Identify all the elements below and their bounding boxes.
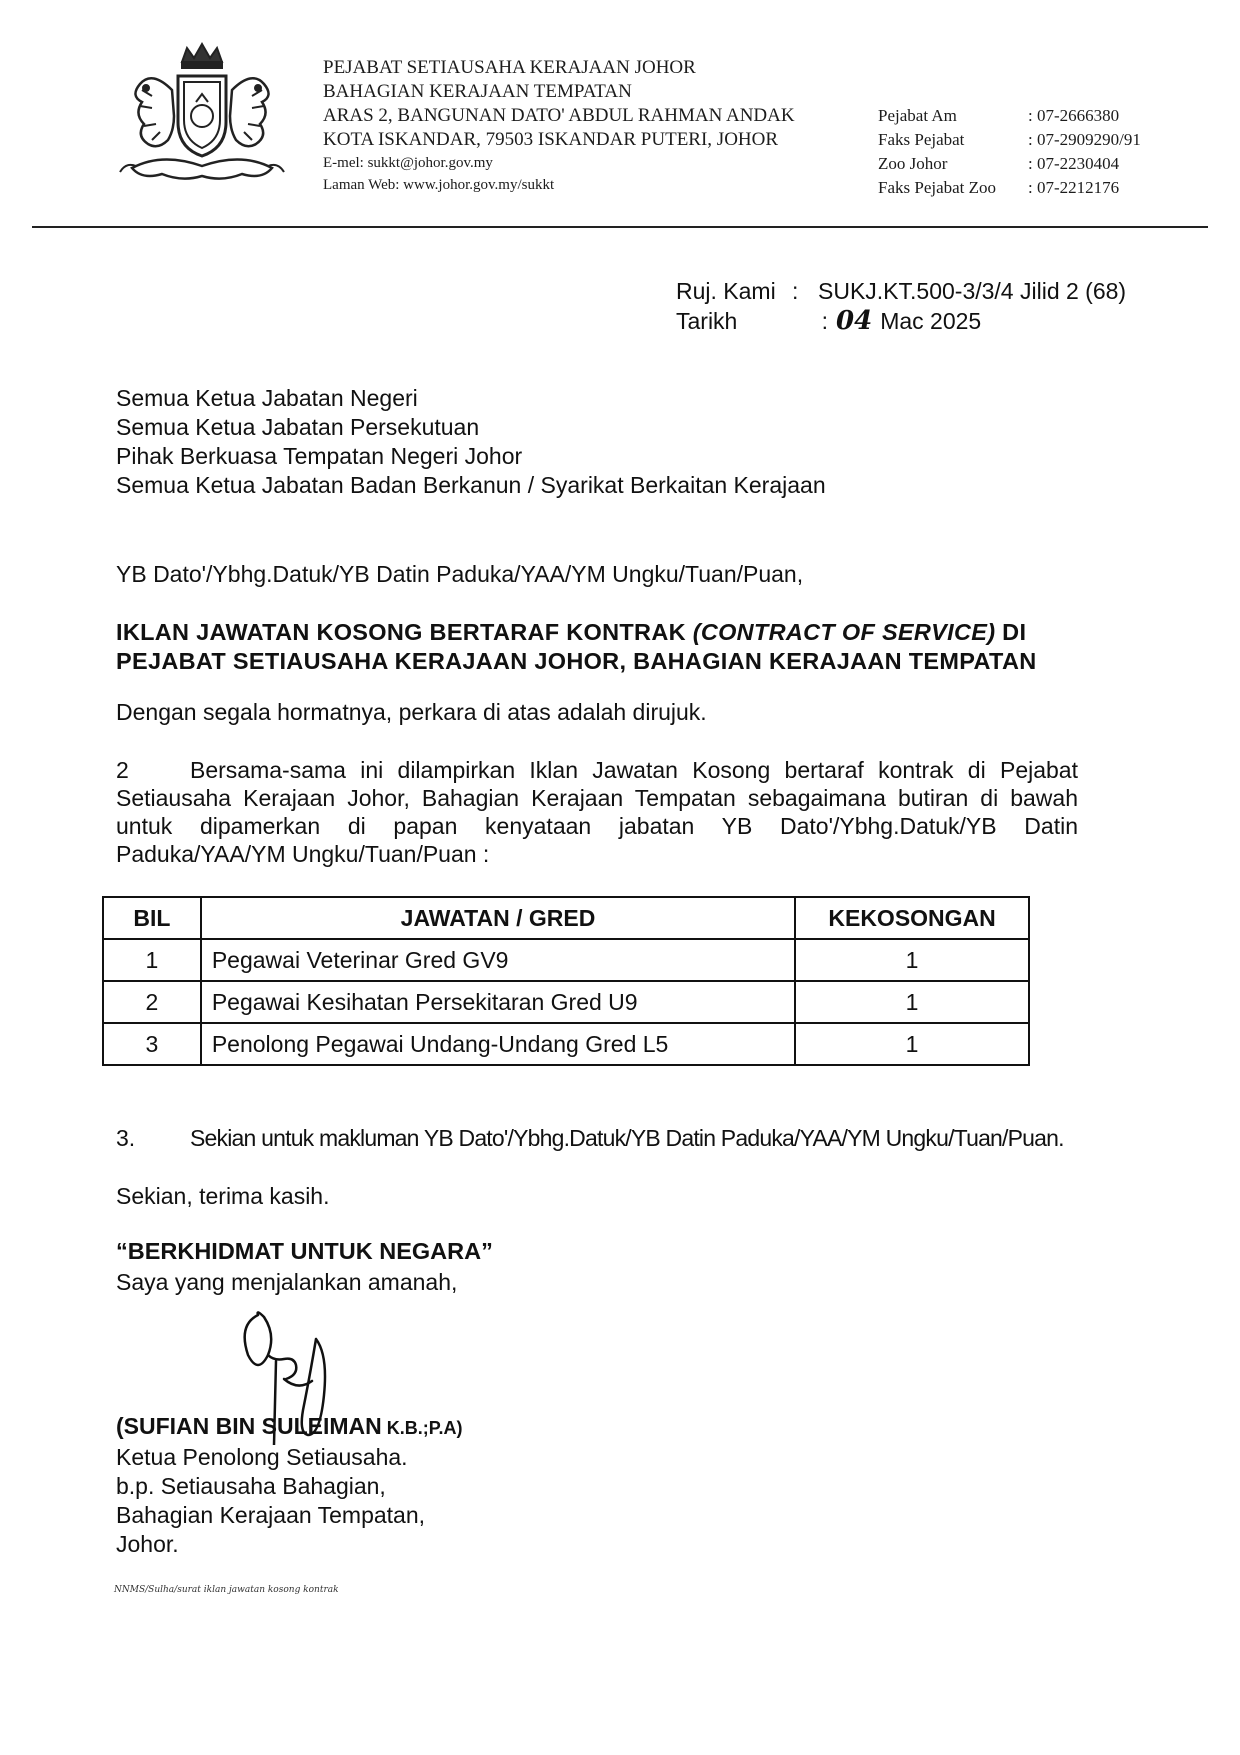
date-label: Tarikh <box>676 308 738 334</box>
paragraph-number: 2 <box>116 757 129 783</box>
amanah-line: Saya yang menjalankan amanah, <box>116 1269 458 1295</box>
salutation: YB Dato'/Ybhg.Datuk/YB Datin Paduka/YAA/YM Ungku/Tuan/Puan, <box>116 561 804 587</box>
signer-postnominal: K.B.;P.A) <box>381 1418 463 1438</box>
cell-kekosongan: 1 <box>795 1023 1029 1065</box>
recipient-line: Semua Ketua Jabatan Negeri <box>116 385 418 411</box>
date-month-year: Mac 2025 <box>880 308 982 334</box>
subject-part1: IKLAN JAWATAN KOSONG BERTARAF KONTRAK <box>116 619 693 645</box>
ruj-value: SUKJ.KT.500-3/3/4 Jilid 2 (68) <box>818 278 1127 304</box>
address-line: BAHAGIAN KERAJAAN TEMPATAN <box>323 81 632 102</box>
recipient-line: Pihak Berkuasa Tempatan Negeri Johor <box>116 443 523 469</box>
paragraph-2 <box>116 756 1078 868</box>
recipient-line: Semua Ketua Jabatan Persekutuan <box>116 414 480 440</box>
cell-kekosongan: 1 <box>795 981 1029 1023</box>
recipients-block <box>116 384 826 500</box>
contact-row <box>878 176 1178 200</box>
date-day-handwritten: 04 <box>836 306 873 336</box>
paragraph-text: Bersama-sama ini dilampirkan Iklan Jawatan Kosong bertaraf kontrak di Pejabat Setiausaha Kerajaan Johor, Bahagian Kerajaan Tempatan sebagaimana butiran di bawah untuk dipamerkan di papan kenyataan jabatan YB Dato'/Ybhg.Datuk/YB Datin Paduka/YAA/YM Ungku/Tuan/Puan : <box>116 757 1078 867</box>
paragraph-text: Sekian untuk makluman YB Dato'/Ybhg.Datuk/YB Datin Paduka/YAA/YM Ungku/Tuan/Puan. <box>190 1125 1064 1151</box>
cell-bil: 1 <box>103 939 201 981</box>
signer-name: (SUFIAN BIN SULEIMAN <box>116 1413 382 1439</box>
header-bil: BIL <box>103 897 201 939</box>
paragraph-1: Dengan segala hormatnya, perkara di atas adalah dirujuk. <box>116 699 707 725</box>
signer-title-line: b.p. Setiausaha Bahagian, <box>116 1473 386 1499</box>
colon: : <box>792 278 799 304</box>
johor-crest-logo <box>112 40 292 190</box>
contact-row <box>878 152 1178 176</box>
table-header-row <box>103 897 1029 939</box>
contact-value: : 07-2230404 <box>1028 154 1120 173</box>
email-text: E-mel: sukkt@johor.gov.my <box>323 155 493 171</box>
reference-block <box>676 276 1126 336</box>
website-text: Laman Web: www.johor.gov.my/sukkt <box>323 177 555 193</box>
cell-bil: 2 <box>103 981 201 1023</box>
letter-subject <box>116 618 1084 676</box>
cell-bil: 3 <box>103 1023 201 1065</box>
footer-file-reference: NNMS/Sulha/surat iklan jawatan kosong kontrak <box>114 1585 339 1595</box>
contact-row <box>878 128 1178 152</box>
header-kekosongan: KEKOSONGAN <box>795 897 1029 939</box>
signer-title-line: Ketua Penolong Setiausaha. <box>116 1444 408 1470</box>
header-jawatan: JAWATAN / GRED <box>201 897 795 939</box>
address-line: PEJABAT SETIAUSAHA KERAJAAN JOHOR <box>323 57 696 78</box>
contact-value: : 07-2666380 <box>1028 106 1120 125</box>
contact-value: : 07-2212176 <box>1028 178 1120 197</box>
cell-jawatan: Pegawai Veterinar Gred GV9 <box>201 939 795 981</box>
contact-label: Zoo Johor <box>878 154 948 173</box>
table-row <box>103 1023 1029 1065</box>
paragraph-3 <box>116 1124 1064 1153</box>
closing-line: Sekian, terima kasih. <box>116 1183 330 1209</box>
table-row <box>103 981 1029 1023</box>
contact-label: Faks Pejabat Zoo <box>878 178 997 197</box>
letterhead-divider <box>32 226 1208 228</box>
contact-label: Faks Pejabat <box>878 130 965 149</box>
vacancy-table <box>102 896 1030 1066</box>
contact-label: Pejabat Am <box>878 106 957 125</box>
contact-row <box>878 104 1178 128</box>
subject-italic: (CONTRACT OF SERVICE) <box>692 619 996 645</box>
cell-kekosongan: 1 <box>795 939 1029 981</box>
recipient-line: Semua Ketua Jabatan Badan Berkanun / Syarikat Berkaitan Kerajaan <box>116 472 826 498</box>
cell-jawatan: Penolong Pegawai Undang-Undang Gred L5 <box>201 1023 795 1065</box>
ruj-label: Ruj. Kami <box>676 278 776 304</box>
colon: : <box>821 308 828 334</box>
signer-name-line <box>116 1412 462 1443</box>
signer-title-line: Johor. <box>116 1531 179 1557</box>
address-line: ARAS 2, BANGUNAN DATO' ABDUL RAHMAN ANDAK <box>323 105 795 126</box>
date-row <box>676 306 1126 336</box>
ruj-row <box>676 276 1126 306</box>
letterhead-address <box>323 56 795 196</box>
signer-title-line: Bahagian Kerajaan Tempatan, <box>116 1502 426 1528</box>
address-line: KOTA ISKANDAR, 79503 ISKANDAR PUTERI, JOHOR <box>323 129 779 150</box>
signer-block <box>116 1412 462 1559</box>
contact-value: : 07-2909290/91 <box>1028 130 1141 149</box>
cell-jawatan: Pegawai Kesihatan Persekitaran Gred U9 <box>201 981 795 1023</box>
letterhead-contacts <box>878 104 1178 200</box>
subject-part2: DI PEJABAT SETIAUSAHA KERAJAAN JOHOR, BAHAGIAN KERAJAAN TEMPATAN <box>116 619 1037 674</box>
paragraph-number: 3. <box>116 1125 136 1151</box>
table-row <box>103 939 1029 981</box>
motto: “BERKHIDMAT UNTUK NEGARA” <box>116 1238 493 1264</box>
